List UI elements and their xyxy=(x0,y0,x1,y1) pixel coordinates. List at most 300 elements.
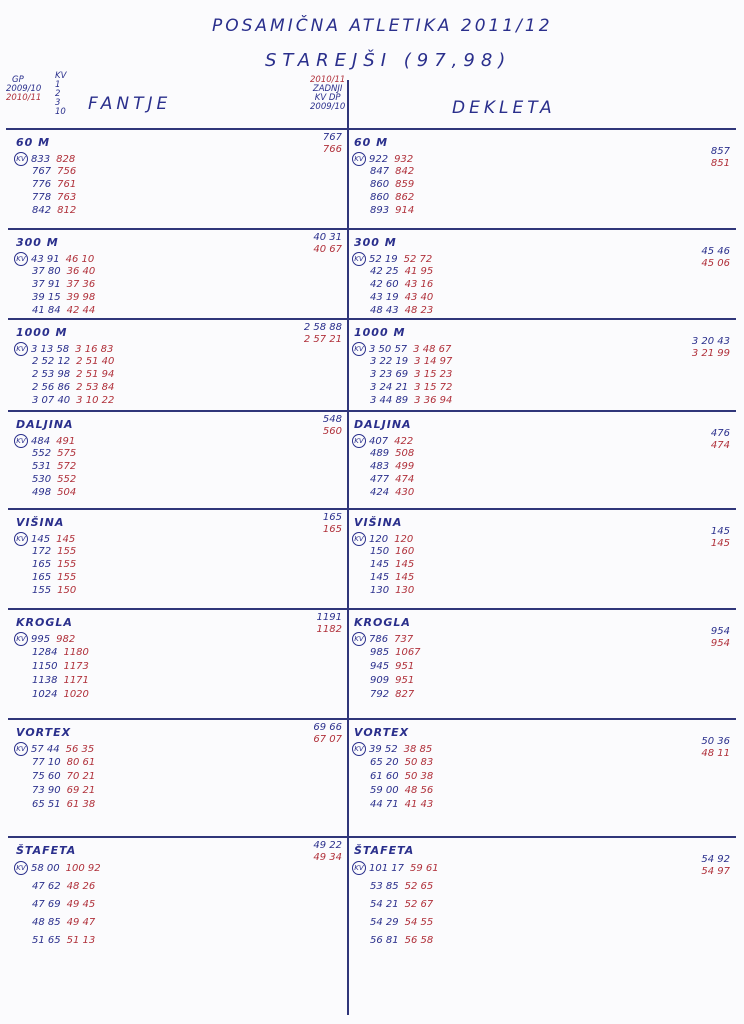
result-blue: 155 xyxy=(32,585,52,596)
result-rows xyxy=(352,434,414,499)
section-divider xyxy=(8,718,736,720)
result-red: 499 xyxy=(395,461,415,472)
kv-circle-icon: KV xyxy=(14,532,28,546)
kv-circle-icon: KV xyxy=(14,861,28,875)
event-record xyxy=(313,232,342,256)
result-row xyxy=(352,896,439,914)
event-title: VIŠINA xyxy=(354,516,403,529)
result-blue: 531 xyxy=(32,461,52,472)
result-row xyxy=(352,632,421,646)
result-red: 2 53 84 xyxy=(76,382,115,393)
section-divider xyxy=(8,228,736,230)
legend-kv-2: 2 xyxy=(55,89,61,99)
result-red: 155 xyxy=(57,546,77,557)
result-blue: 47 62 xyxy=(32,881,61,892)
record-blue: 1191 xyxy=(316,612,342,623)
event-record xyxy=(701,736,730,760)
result-blue: 3 13 58 xyxy=(31,344,70,355)
result-blue: 145 xyxy=(370,559,390,570)
result-row xyxy=(352,646,421,660)
event-girls-block xyxy=(350,512,732,610)
record-blue: 767 xyxy=(322,132,342,143)
result-blue: 778 xyxy=(32,192,52,203)
event-record xyxy=(317,612,342,636)
result-row xyxy=(352,660,421,674)
record-red: 165 xyxy=(322,524,342,535)
result-row xyxy=(14,860,101,878)
result-row xyxy=(14,584,76,597)
result-row xyxy=(352,756,433,770)
result-row xyxy=(352,770,433,784)
result-rows xyxy=(14,252,95,317)
result-red: 160 xyxy=(395,546,415,557)
result-red: 3 14 97 xyxy=(414,356,453,367)
result-red: 50 83 xyxy=(404,757,434,768)
result-row xyxy=(14,646,89,660)
result-red: 951 xyxy=(395,675,415,686)
result-blue: 3 22 19 xyxy=(370,356,409,367)
event-boys-block xyxy=(12,232,344,320)
result-blue: 2 52 12 xyxy=(32,356,71,367)
result-row xyxy=(14,304,95,317)
result-row xyxy=(14,532,76,545)
result-blue: 489 xyxy=(370,448,390,459)
result-row xyxy=(352,278,433,291)
section-divider xyxy=(8,608,736,610)
event-girls-block xyxy=(350,232,732,320)
legend-center-kvdp: KV DP xyxy=(314,93,341,103)
result-red: 145 xyxy=(395,559,415,570)
legend-center-zadnji: ZADNJI xyxy=(312,84,343,94)
result-red: 51 13 xyxy=(66,935,96,946)
result-row xyxy=(14,152,76,165)
event-girls-block xyxy=(350,612,732,720)
result-blue: 552 xyxy=(32,448,52,459)
result-red: 3 36 94 xyxy=(414,395,453,406)
result-row xyxy=(14,434,76,447)
record-blue: 49 22 xyxy=(313,840,342,851)
result-blue: 767 xyxy=(32,166,52,177)
result-row xyxy=(14,632,89,646)
result-blue: 909 xyxy=(370,675,390,686)
result-red: 862 xyxy=(395,192,415,203)
girls-header: DEKLETA xyxy=(452,98,556,118)
result-rows xyxy=(14,434,76,499)
result-row xyxy=(14,486,76,499)
result-blue: 65 20 xyxy=(370,757,399,768)
result-red: 80 61 xyxy=(66,757,96,768)
result-blue: 1284 xyxy=(32,647,58,658)
result-red: 48 23 xyxy=(404,305,434,316)
result-blue: 54 21 xyxy=(370,899,399,910)
event-girls-block xyxy=(350,132,732,230)
result-blue: 51 65 xyxy=(32,935,61,946)
result-rows xyxy=(352,252,433,317)
result-row xyxy=(352,191,414,204)
record-red: 560 xyxy=(322,426,342,437)
result-blue: 145 xyxy=(31,534,51,545)
result-row xyxy=(352,434,414,447)
result-blue: 77 10 xyxy=(32,757,61,768)
event-girls-block xyxy=(350,722,732,838)
result-blue: 59 00 xyxy=(370,785,399,796)
kv-circle-icon: KV xyxy=(352,632,366,646)
section-divider xyxy=(8,318,736,320)
result-red: 37 36 xyxy=(66,279,96,290)
result-red: 145 xyxy=(395,572,415,583)
result-blue: 2 56 86 xyxy=(32,382,71,393)
event-record xyxy=(323,132,342,156)
page-title: POSAMIČNA ATLETIKA 2011/12 xyxy=(212,16,553,36)
result-blue: 3 50 57 xyxy=(369,344,408,355)
result-row xyxy=(14,355,114,368)
result-row xyxy=(352,674,421,688)
result-blue: 101 17 xyxy=(369,863,404,874)
result-rows xyxy=(14,152,76,217)
result-row xyxy=(352,304,433,317)
page-subtitle: STAREJŠI (97,98) xyxy=(265,50,512,71)
legend-kv-3: 3 xyxy=(55,98,61,108)
result-row xyxy=(14,394,114,407)
result-blue: 530 xyxy=(32,474,52,485)
result-row xyxy=(14,545,76,558)
kv-circle-icon: KV xyxy=(14,742,28,756)
result-red: 61 38 xyxy=(66,799,96,810)
result-row xyxy=(352,204,414,217)
section-divider xyxy=(8,836,736,838)
result-blue: 52 19 xyxy=(369,254,398,265)
result-red: 150 xyxy=(57,585,77,596)
center-divider xyxy=(347,80,349,1015)
kv-circle-icon: KV xyxy=(14,252,28,266)
result-blue: 424 xyxy=(370,487,390,498)
result-blue: 3 24 21 xyxy=(370,382,409,393)
result-red: 3 15 23 xyxy=(414,369,453,380)
result-blue: 792 xyxy=(370,689,390,700)
event-girls-block xyxy=(350,322,732,412)
record-red: 40 67 xyxy=(313,244,342,255)
result-row xyxy=(352,394,452,407)
result-row xyxy=(352,265,433,278)
boys-header: FANTJE xyxy=(88,94,172,114)
result-red: 36 40 xyxy=(66,266,96,277)
result-red: 3 16 83 xyxy=(75,344,114,355)
result-blue: 42 25 xyxy=(370,266,399,277)
result-blue: 922 xyxy=(369,154,389,165)
kv-circle-icon: KV xyxy=(352,152,366,166)
result-red: 145 xyxy=(56,534,76,545)
event-title: ŠTAFETA xyxy=(16,844,77,857)
result-red: 2 51 40 xyxy=(76,356,115,367)
result-row xyxy=(352,798,433,812)
result-blue: 37 91 xyxy=(32,279,61,290)
result-red: 70 21 xyxy=(66,771,96,782)
result-blue: 73 90 xyxy=(32,785,61,796)
result-red: 3 15 72 xyxy=(414,382,453,393)
record-red: 1182 xyxy=(316,624,342,635)
result-blue: 65 51 xyxy=(32,799,61,810)
event-title: KROGLA xyxy=(354,616,411,629)
event-title: 60 M xyxy=(354,136,389,149)
legend-kv-label: KV xyxy=(55,71,67,81)
result-row xyxy=(352,742,433,756)
result-row xyxy=(14,674,89,688)
result-red: 52 72 xyxy=(403,254,433,265)
result-row xyxy=(14,896,101,914)
result-row xyxy=(14,784,95,798)
event-girls-block xyxy=(350,414,732,510)
result-row xyxy=(14,742,95,756)
result-red: 828 xyxy=(56,154,76,165)
kv-circle-icon: KV xyxy=(352,532,366,546)
result-blue: 130 xyxy=(370,585,390,596)
event-title: 60 M xyxy=(16,136,51,149)
event-record xyxy=(304,322,342,346)
event-title: VORTEX xyxy=(16,726,72,739)
kv-circle-icon: KV xyxy=(352,342,366,356)
result-red: 552 xyxy=(57,474,77,485)
result-red: 48 26 xyxy=(66,881,96,892)
event-record xyxy=(711,146,730,170)
result-red: 737 xyxy=(394,634,414,645)
event-boys-block xyxy=(12,612,344,720)
event-title: 1000 M xyxy=(16,326,68,339)
result-red: 41 95 xyxy=(404,266,434,277)
kv-circle-icon: KV xyxy=(352,742,366,756)
result-row xyxy=(14,914,101,932)
event-boys-block xyxy=(12,722,344,838)
result-blue: 484 xyxy=(31,436,51,447)
event-boys-block xyxy=(12,512,344,610)
result-rows xyxy=(14,860,101,950)
record-blue: 54 92 xyxy=(701,854,730,865)
result-red: 39 98 xyxy=(66,292,96,303)
result-blue: 39 15 xyxy=(32,292,61,303)
legend-left xyxy=(6,76,41,103)
result-red: 508 xyxy=(395,448,415,459)
result-red: 422 xyxy=(394,436,414,447)
record-blue: 50 36 xyxy=(701,736,730,747)
event-title: VORTEX xyxy=(354,726,410,739)
result-blue: 150 xyxy=(370,546,390,557)
result-blue: 47 69 xyxy=(32,899,61,910)
result-blue: 786 xyxy=(369,634,389,645)
result-blue: 407 xyxy=(369,436,389,447)
legend-2010-11: 2010/11 xyxy=(6,93,42,103)
result-row xyxy=(14,878,101,896)
result-red: 1180 xyxy=(63,647,89,658)
result-red: 120 xyxy=(394,534,414,545)
legend-kv-1: 1 xyxy=(55,80,61,90)
result-red: 46 10 xyxy=(65,254,95,265)
result-blue: 172 xyxy=(32,546,52,557)
record-blue: 2 58 88 xyxy=(303,322,342,333)
result-row xyxy=(14,756,95,770)
event-title: 300 M xyxy=(16,236,59,249)
result-red: 69 21 xyxy=(66,785,96,796)
result-row xyxy=(14,660,89,674)
event-record xyxy=(323,414,342,438)
section-divider xyxy=(8,508,736,510)
result-row xyxy=(14,558,76,571)
result-row xyxy=(352,860,439,878)
result-red: 763 xyxy=(57,192,77,203)
result-blue: 833 xyxy=(31,154,51,165)
result-row xyxy=(352,914,439,932)
result-blue: 43 91 xyxy=(31,254,60,265)
result-rows xyxy=(352,742,433,812)
event-title: ŠTAFETA xyxy=(354,844,415,857)
legend-center xyxy=(310,76,345,112)
result-row xyxy=(352,688,421,702)
result-blue: 893 xyxy=(370,205,390,216)
result-blue: 3 23 69 xyxy=(370,369,409,380)
record-blue: 145 xyxy=(710,526,730,537)
record-red: 49 34 xyxy=(313,852,342,863)
result-red: 42 44 xyxy=(66,305,96,316)
result-row xyxy=(352,532,414,545)
result-blue: 37 80 xyxy=(32,266,61,277)
record-red: 2 57 21 xyxy=(303,334,342,345)
result-row xyxy=(14,571,76,584)
event-title: VIŠINA xyxy=(16,516,65,529)
record-blue: 3 20 43 xyxy=(691,336,730,347)
result-red: 43 16 xyxy=(404,279,434,290)
legend-2009-10: 2009/10 xyxy=(6,84,42,94)
result-row xyxy=(352,447,414,460)
result-blue: 498 xyxy=(32,487,52,498)
event-title: DALJINA xyxy=(16,418,74,431)
event-boys-block xyxy=(12,322,344,412)
result-red: 1067 xyxy=(395,647,421,658)
result-blue: 2 53 98 xyxy=(32,369,71,380)
result-blue: 145 xyxy=(370,572,390,583)
section-divider xyxy=(8,410,736,412)
result-blue: 776 xyxy=(32,179,52,190)
result-blue: 41 84 xyxy=(32,305,61,316)
result-row xyxy=(352,460,414,473)
kv-circle-icon: KV xyxy=(352,252,366,266)
event-record xyxy=(313,722,342,746)
result-row xyxy=(352,342,452,355)
event-record xyxy=(323,512,342,536)
event-girls-block xyxy=(350,840,732,1010)
result-red: 3 10 22 xyxy=(76,395,115,406)
result-blue: 58 00 xyxy=(31,863,60,874)
result-red: 56 58 xyxy=(404,935,434,946)
result-red: 827 xyxy=(395,689,415,700)
record-blue: 45 46 xyxy=(701,246,730,257)
result-blue: 165 xyxy=(32,572,52,583)
result-blue: 477 xyxy=(370,474,390,485)
kv-circle-icon: KV xyxy=(14,434,28,448)
result-row xyxy=(14,178,76,191)
result-red: 155 xyxy=(57,572,77,583)
event-title: 300 M xyxy=(354,236,397,249)
result-row xyxy=(352,291,433,304)
event-record xyxy=(313,840,342,864)
result-blue: 985 xyxy=(370,647,390,658)
record-blue: 857 xyxy=(710,146,730,157)
result-row xyxy=(352,558,414,571)
result-red: 761 xyxy=(57,179,77,190)
record-blue: 548 xyxy=(322,414,342,425)
record-red: 45 06 xyxy=(701,258,730,269)
result-blue: 842 xyxy=(32,205,52,216)
result-red: 52 65 xyxy=(404,881,434,892)
result-red: 52 67 xyxy=(404,899,434,910)
result-rows xyxy=(352,532,414,597)
record-red: 851 xyxy=(710,158,730,169)
result-row xyxy=(14,798,95,812)
event-boys-block xyxy=(12,840,344,1010)
kv-circle-icon: KV xyxy=(14,152,28,166)
result-blue: 43 19 xyxy=(370,292,399,303)
result-row xyxy=(14,932,101,950)
result-row xyxy=(14,473,76,486)
result-red: 914 xyxy=(395,205,415,216)
result-red: 491 xyxy=(56,436,76,447)
legend-gp: GP xyxy=(12,75,24,85)
result-row xyxy=(14,460,76,473)
event-boys-block xyxy=(12,414,344,510)
result-red: 859 xyxy=(395,179,415,190)
event-record xyxy=(711,428,730,452)
result-row xyxy=(352,381,452,394)
result-row xyxy=(352,473,414,486)
result-blue: 860 xyxy=(370,179,390,190)
result-red: 474 xyxy=(395,474,415,485)
result-rows xyxy=(352,632,421,702)
kv-circle-icon: KV xyxy=(352,861,366,875)
result-row xyxy=(352,584,414,597)
result-rows xyxy=(14,532,76,597)
result-rows xyxy=(352,860,439,950)
result-blue: 3 07 40 xyxy=(32,395,71,406)
result-row xyxy=(352,165,414,178)
result-blue: 1024 xyxy=(32,689,58,700)
kv-circle-icon: KV xyxy=(352,434,366,448)
result-rows xyxy=(14,632,89,702)
event-record xyxy=(692,336,730,360)
record-blue: 165 xyxy=(322,512,342,523)
legend-center-2010-11: 2010/11 xyxy=(310,75,346,85)
result-row xyxy=(352,355,452,368)
result-blue: 39 52 xyxy=(369,744,398,755)
record-red: 3 21 99 xyxy=(691,348,730,359)
result-red: 59 61 xyxy=(410,863,439,874)
result-blue: 61 60 xyxy=(370,771,399,782)
result-red: 41 43 xyxy=(404,799,434,810)
record-red: 54 97 xyxy=(701,866,730,877)
event-title: DALJINA xyxy=(354,418,412,431)
event-record xyxy=(701,246,730,270)
record-blue: 954 xyxy=(710,626,730,637)
event-title: 1000 M xyxy=(354,326,406,339)
result-red: 982 xyxy=(56,634,76,645)
result-blue: 120 xyxy=(369,534,389,545)
event-record xyxy=(701,854,730,878)
result-row xyxy=(352,545,414,558)
result-row xyxy=(14,278,95,291)
result-rows xyxy=(352,152,414,217)
result-row xyxy=(14,265,95,278)
event-title: KROGLA xyxy=(16,616,73,629)
result-blue: 483 xyxy=(370,461,390,472)
result-red: 49 47 xyxy=(66,917,96,928)
result-red: 932 xyxy=(394,154,414,165)
result-blue: 3 44 89 xyxy=(370,395,409,406)
